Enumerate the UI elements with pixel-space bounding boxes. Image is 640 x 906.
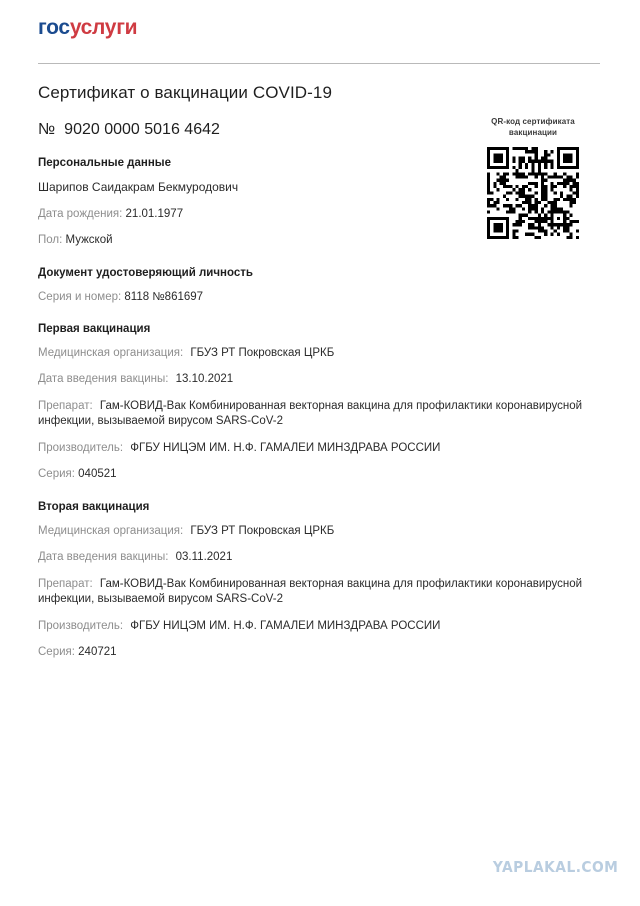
v2-organization-value: ГБУЗ РТ Покровская ЦРКБ <box>190 524 335 537</box>
identity-series-number-row <box>38 290 602 306</box>
v1-manufacturer-label: Производитель: <box>38 441 124 454</box>
v2-drug-value: Гам-КОВИД-Вак Комбинированная векторная вакцина для профилактики коронавирусной инфекции, вызываемой вирусом SARS-CoV-2 <box>38 577 583 606</box>
number-sign: № <box>38 120 56 138</box>
v2-series-value: 240721 <box>78 646 117 659</box>
sex-label: Пол: <box>38 234 63 247</box>
certificate-number <box>38 121 602 139</box>
v1-date-label: Дата введения вакцины: <box>38 373 169 386</box>
birth-date-value: 21.01.1977 <box>125 207 184 220</box>
site-watermark: YAPLAKAL.COM <box>492 858 618 876</box>
v2-date-row <box>38 550 602 566</box>
section-personal-data-heading: Персональные данные <box>38 157 171 170</box>
v1-drug-row <box>38 399 602 430</box>
section-second-vaccination-heading: Вторая вакцинация <box>38 500 150 513</box>
sex-value: Мужской <box>65 234 113 247</box>
v1-manufacturer-value: ФГБУ НИЦЭМ ИМ. Н.Ф. ГАМАЛЕИ МИНЗДРАВА РОССИИ <box>130 441 441 454</box>
v1-organization-value: ГБУЗ РТ Покровская ЦРКБ <box>190 346 335 359</box>
logo-text-gos: гос <box>38 16 70 39</box>
v2-date-value: 03.11.2021 <box>175 551 233 564</box>
v1-date-row <box>38 372 602 388</box>
gosuslugi-logo <box>38 17 137 38</box>
v2-manufacturer-value: ФГБУ НИЦЭМ ИМ. Н.Ф. ГАМАЛЕИ МИНЗДРАВА РОССИИ <box>130 619 441 632</box>
v1-date-value: 13.10.2021 <box>175 373 234 386</box>
v1-series-label: Серия: <box>38 468 75 481</box>
v2-drug-row <box>38 577 602 608</box>
v2-organization-row <box>38 524 602 540</box>
identity-series-number-value: 8118 №861697 <box>124 290 204 303</box>
v1-series-row <box>38 467 602 483</box>
section-identity-heading: Документ удостоверяющий личность <box>38 266 253 279</box>
v1-series-value: 040521 <box>78 468 117 481</box>
v1-drug-value: Гам-КОВИД-Вак Комбинированная векторная вакцина для профилактики коронавирусной инфекции, вызываемой вирусом SARS-CoV-2 <box>38 399 583 428</box>
page-title: Сертификат о вакцинации COVID-19 <box>38 83 333 102</box>
birth-date-label: Дата рождения: <box>38 207 123 220</box>
birth-date-row <box>38 207 602 223</box>
v2-series-row <box>38 645 602 661</box>
v2-manufacturer-label: Производитель: <box>38 619 124 632</box>
v2-manufacturer-row <box>38 619 602 635</box>
v2-drug-label: Препарат: <box>38 577 93 590</box>
v1-manufacturer-row <box>38 441 602 457</box>
certificate-number-value: 9020 0000 5016 4642 <box>64 120 220 138</box>
v1-organization-row <box>38 346 602 362</box>
section-first-vaccination-heading: Первая вакцинация <box>38 323 151 336</box>
v2-date-label: Дата введения вакцины: <box>38 551 169 564</box>
qr-caption-line-2: вакцинации <box>508 127 558 137</box>
certificate-body <box>38 84 602 672</box>
v2-organization-label: Медицинская организация: <box>38 524 184 537</box>
v1-drug-label: Препарат: <box>38 399 93 412</box>
full-name-value: Шарипов Саидакрам Бекмуродович <box>38 180 239 195</box>
identity-series-number-label: Серия и номер: <box>38 290 122 303</box>
header-divider <box>38 63 600 64</box>
sex-row <box>38 233 602 249</box>
v2-series-label: Серия: <box>38 646 75 659</box>
logo-text-uslugi: услуги <box>69 16 138 39</box>
v1-organization-label: Медицинская организация: <box>38 346 184 359</box>
qr-caption-line-1: QR-код сертификата <box>491 117 575 126</box>
